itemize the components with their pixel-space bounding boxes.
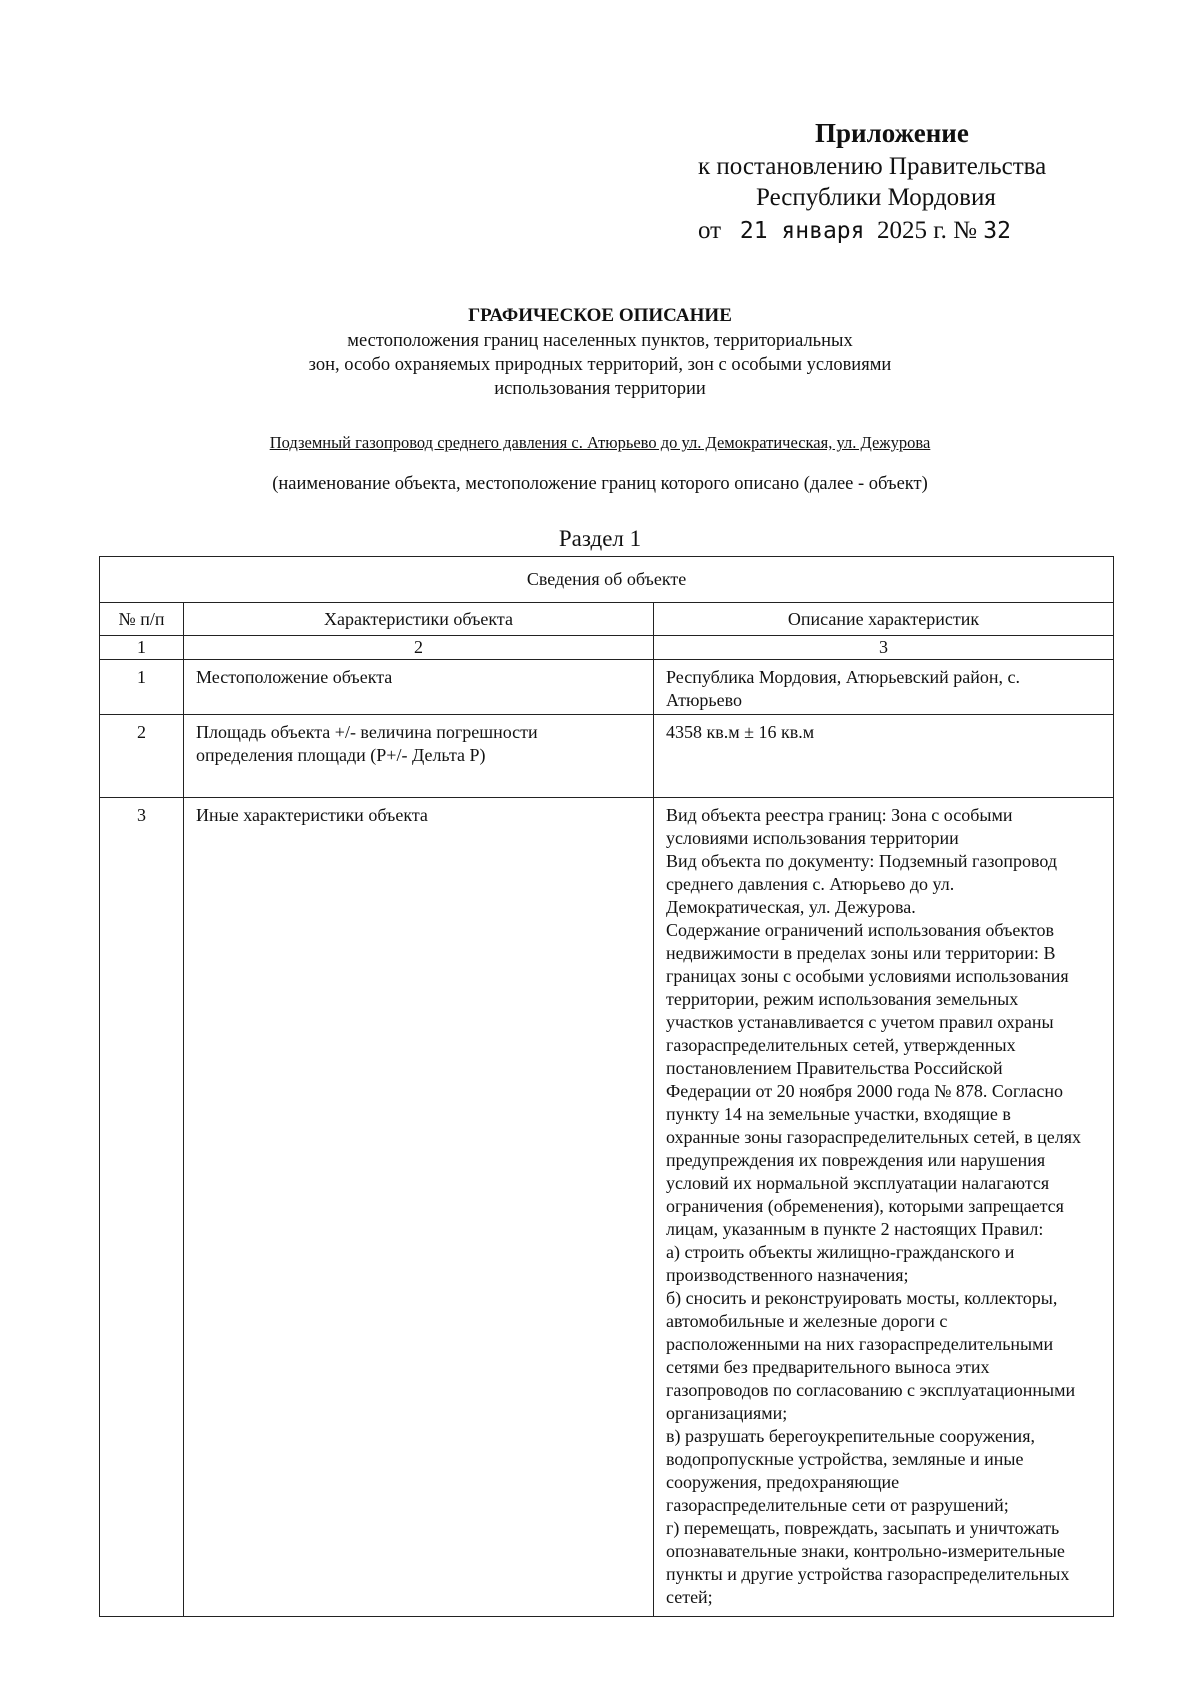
description-line: газопроводов по согласованию с эксплуатационными	[666, 1380, 1076, 1400]
description-line: недвижимости в пределах зоны или территории: В	[666, 943, 1056, 963]
table-row	[100, 798, 1114, 1617]
description-line: газораспределительные сети от разрушений;	[666, 1495, 1009, 1515]
appendix-date-line	[690, 215, 1110, 247]
description-line: Содержание ограничений использования объектов	[666, 920, 1055, 940]
description-line: ограничения (обременения), которыми запрещается	[666, 1196, 1064, 1216]
description-line: пункты и другие устройства газораспределительных	[666, 1564, 1070, 1584]
description-line: автомобильные и железные дороги с	[666, 1311, 948, 1331]
heading-title: ГРАФИЧЕСКОЕ ОПИСАНИЕ	[468, 305, 732, 326]
column-header-number: № п/п	[100, 603, 184, 636]
description-line: Демократическая, ул. Дежурова.	[666, 897, 916, 917]
table-row	[100, 715, 1114, 798]
row-description	[654, 660, 1114, 715]
description-line: расположенными на них газораспределительными	[666, 1334, 1054, 1354]
description-line: Республика Мордовия, Атюрьевский район, с.	[666, 667, 1021, 687]
description-line: сетей;	[666, 1587, 713, 1607]
heading-line: местоположения границ населенных пунктов, территориальных	[347, 331, 853, 351]
description-line: Вид объекта реестра границ: Зона с особыми	[666, 805, 1013, 825]
description-line: среднего давления с. Атюрьево до ул.	[666, 874, 955, 894]
row-number: 3	[100, 798, 184, 1617]
description-line: пункту 14 на земельные участки, входящие в	[666, 1104, 1011, 1124]
row-characteristic: Иные характеристики объекта	[184, 798, 654, 1617]
table-index-row	[100, 636, 1114, 660]
description-line: производственного назначения;	[666, 1265, 909, 1285]
description-line: водопропускные устройства, земляные и иные	[666, 1449, 1024, 1469]
description-line: г) перемещать, повреждать, засыпать и уничтожать	[666, 1518, 1060, 1538]
row-number: 2	[100, 715, 184, 798]
row-description	[654, 715, 1114, 798]
description-line: лицам, указанным в пункте 2 настоящих Правил:	[666, 1219, 1044, 1239]
description-line: Атюрьево	[666, 690, 742, 710]
document-heading	[0, 304, 1200, 401]
heading-line: использования территории	[494, 379, 706, 399]
row-number: 1	[100, 660, 184, 715]
characteristic-line: определения площади (Р+/- Дельта Р)	[196, 745, 486, 765]
description-line: предупреждения их повреждения или нарушения	[666, 1150, 1046, 1170]
description-line: 4358 кв.м ± 16 кв.м	[666, 722, 815, 742]
object-info-table	[99, 556, 1114, 1617]
table-caption-row	[100, 557, 1114, 603]
appendix-date: 21 января	[739, 218, 865, 244]
appendix-number: 32	[983, 218, 1011, 244]
column-header-characteristic: Характеристики объекта	[184, 603, 654, 636]
row-description	[654, 798, 1114, 1617]
description-line: Вид объекта по документу: Подземный газопровод	[666, 851, 1058, 871]
section-title: Раздел 1	[558, 526, 642, 551]
column-index: 3	[654, 636, 1114, 660]
description-line: охранные зоны газораспределительных сетей, в целях	[666, 1127, 1081, 1147]
description-line: территории, режим использования земельных	[666, 989, 1019, 1009]
description-line: условий их нормальной эксплуатации налагаются	[666, 1173, 1050, 1193]
description-line: границах зоны с особыми условиями использования	[666, 966, 1069, 986]
appendix-from: от	[698, 217, 722, 244]
description-line: сетями без предварительного выноса этих	[666, 1357, 990, 1377]
description-line: газораспределительных сетей, утвержденных	[666, 1035, 1016, 1055]
description-line: в) разрушать берегоукрепительные сооружения,	[666, 1426, 1035, 1446]
column-index: 1	[100, 636, 184, 660]
appendix-year: 2025 г. №	[876, 217, 978, 244]
description-line: а) строить объекты жилищно-гражданского и	[666, 1242, 1015, 1262]
description-line: постановлением Правительства Российской	[666, 1058, 1003, 1078]
description-line: сооружения, предохраняющие	[666, 1472, 900, 1492]
description-line: условиями использования территории	[666, 828, 959, 848]
table-row	[100, 660, 1114, 715]
appendix-resolution-line: к постановлению Правительства	[698, 153, 1047, 180]
description-line: б) сносить и реконструировать мосты, коллекторы,	[666, 1288, 1058, 1308]
appendix-republic-line: Республики Мордовия	[756, 184, 996, 211]
description-line: участков устанавливается с учетом правил охраны	[666, 1012, 1054, 1032]
appendix-block	[690, 118, 1110, 247]
characteristic-line: Площадь объекта +/- величина погрешности	[196, 722, 538, 742]
column-index: 2	[184, 636, 654, 660]
appendix-title: Приложение	[815, 118, 969, 148]
heading-line: зон, особо охраняемых природных территорий, зон с особыми условиями	[308, 355, 892, 375]
description-line: опознавательные знаки, контрольно-измерительные	[666, 1541, 1065, 1561]
column-header-description: Описание характеристик	[654, 603, 1114, 636]
row-characteristic	[184, 715, 654, 798]
table-header-row	[100, 603, 1114, 636]
row-characteristic: Местоположение объекта	[184, 660, 654, 715]
object-caption: (наименование объекта, местоположение границ которого описано (далее - объект)	[272, 474, 928, 494]
description-line: организациями;	[666, 1403, 788, 1423]
table-caption: Сведения об объекте	[100, 557, 1114, 603]
object-name: Подземный газопровод среднего давления с. Атюрьево до ул. Демократическая, ул. Дежурова	[269, 433, 931, 452]
description-line: Федерации от 20 ноября 2000 года № 878. Согласно	[666, 1081, 1063, 1101]
